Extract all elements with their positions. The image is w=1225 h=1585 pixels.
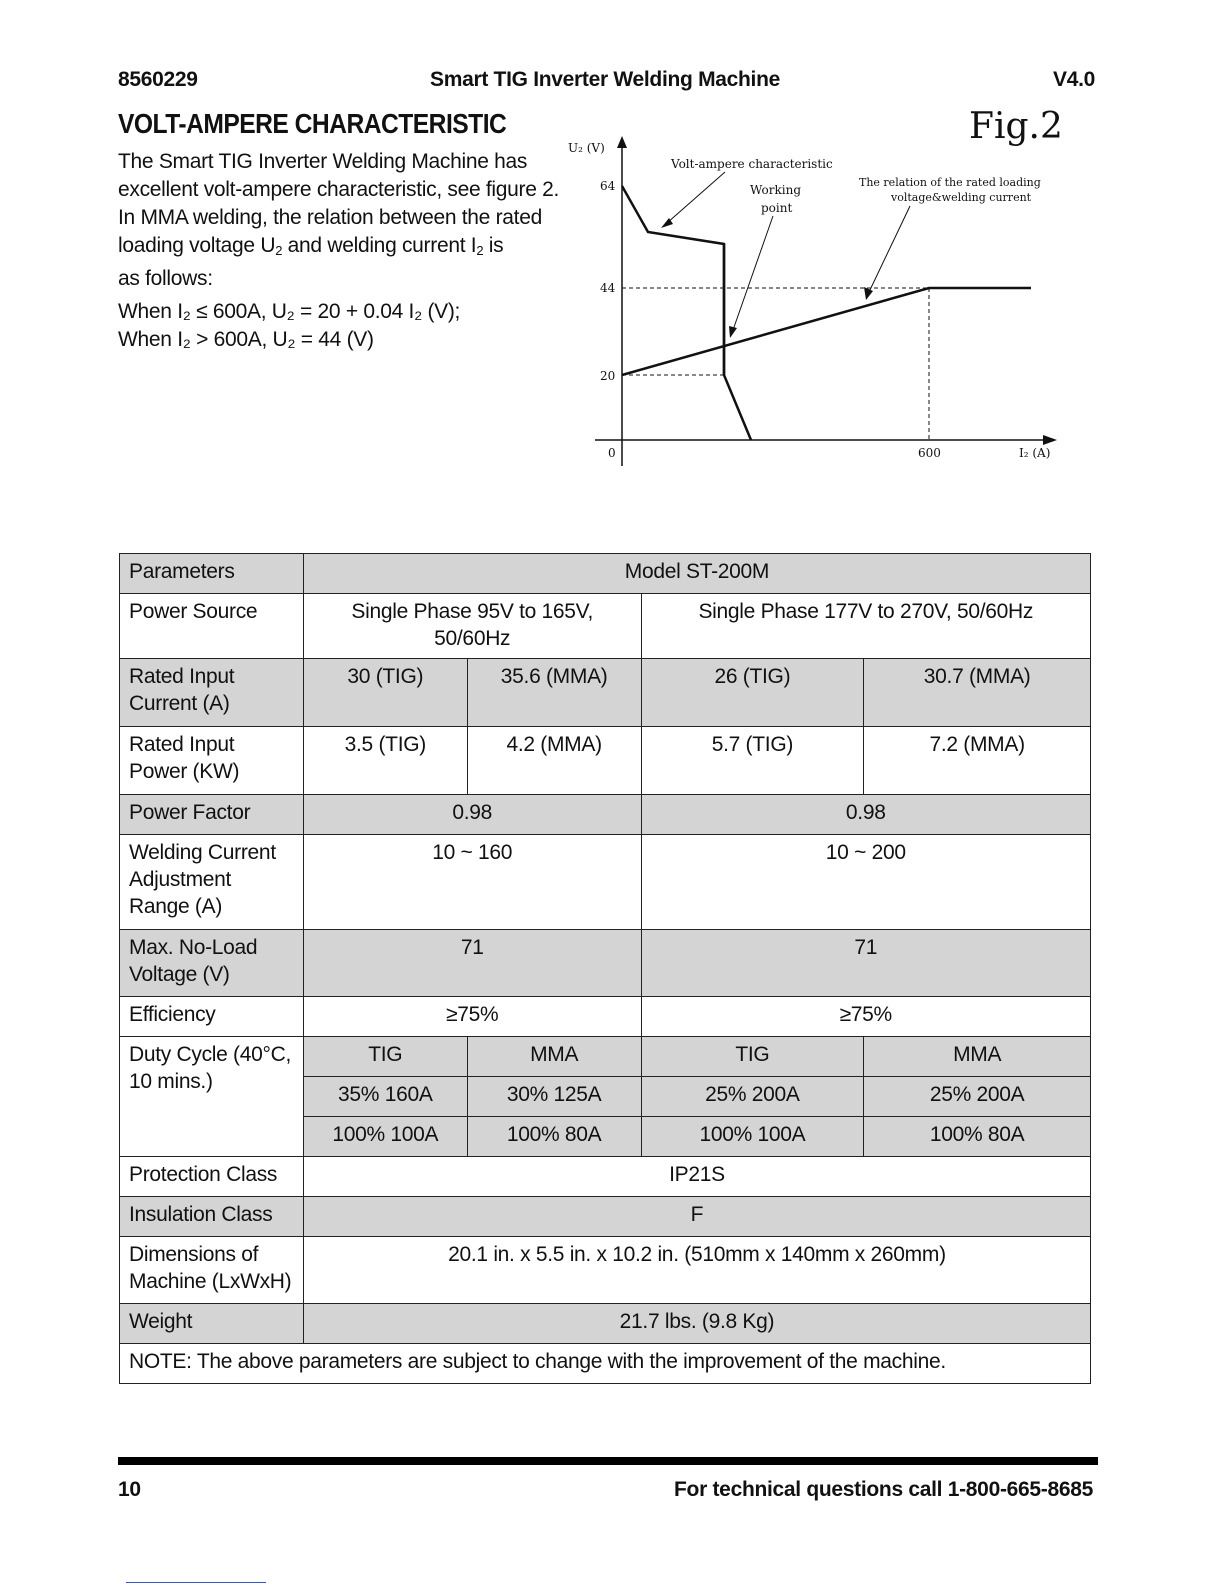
table-row: [120, 1237, 1091, 1304]
annotation-relation-arrowhead: [864, 287, 873, 300]
table-cell: ≥75%: [303, 997, 641, 1037]
formula-2: When I₂ > 600A, U₂ = 44 (V): [118, 328, 374, 351]
table-cell: 35% 160A: [303, 1077, 467, 1117]
table-row: [120, 594, 1091, 659]
x-axis-label: I₂ (A): [1019, 446, 1051, 460]
table-cell: 100% 80A: [864, 1117, 1091, 1157]
annotation-working-arrowhead: [729, 326, 737, 338]
table-cell: 100% 100A: [303, 1117, 467, 1157]
doc-number: 8560229: [118, 68, 198, 91]
table-cell: TIG: [641, 1037, 864, 1077]
row-label: Parameters: [120, 554, 304, 594]
table-row: [120, 1304, 1091, 1344]
table-row: [120, 1157, 1091, 1197]
row-label: Welding Current Adjustment Range (A): [120, 835, 304, 930]
table-cell: 0.98: [303, 795, 641, 835]
y-tick-64: 64: [600, 179, 616, 193]
table-row: [120, 997, 1091, 1037]
doc-version: V4.0: [1053, 68, 1095, 91]
row-label: Dimensions of Machine (LxWxH): [120, 1237, 304, 1304]
footer-rule: [118, 1457, 1098, 1465]
table-row: [120, 1197, 1091, 1237]
intro-paragraph: [118, 148, 598, 293]
table-cell: 7.2 (MMA): [864, 727, 1091, 795]
page-number: 10: [118, 1478, 141, 1501]
volt-ampere-curve: [622, 186, 751, 440]
y-tick-44: 44: [600, 281, 616, 295]
intro-line: excellent volt-ampere characteristic, see figure 2.: [118, 178, 560, 201]
table-cell: 100% 100A: [641, 1117, 864, 1157]
intro-line: as follows:: [118, 267, 213, 290]
table-cell: Single Phase 177V to 270V, 50/60Hz: [641, 594, 1090, 659]
y-axis-label: U₂ (V): [568, 141, 605, 155]
y-tick-20: 20: [600, 369, 616, 383]
table-cell: 30 (TIG): [303, 659, 467, 727]
intro-line: The Smart TIG Inverter Welding Machine has: [118, 150, 528, 173]
model-cell: Model ST-200M: [303, 554, 1090, 594]
row-label: Max. No-Load Voltage (V): [120, 930, 304, 997]
row-label: Rated Input Power (KW): [120, 727, 304, 795]
section-title: VOLT-AMPERE CHARACTERISTIC: [118, 108, 507, 139]
table-cell: 100% 80A: [467, 1117, 641, 1157]
table-row: [120, 930, 1091, 997]
annotation-working-2: point: [761, 201, 793, 215]
table-cell: TIG: [303, 1037, 467, 1077]
intro-line: In MMA welding, the relation between the rated: [118, 206, 542, 229]
row-label: Efficiency: [120, 997, 304, 1037]
formula-1: When I₂ ≤ 600A, U₂ = 20 + 0.04 I₂ (V);: [118, 300, 461, 323]
annotation-relation-1: The relation of the rated loading: [859, 176, 1041, 189]
row-label: Insulation Class: [120, 1197, 304, 1237]
table-cell: 0.98: [641, 795, 1090, 835]
annotation-relation-arrow: [869, 206, 910, 292]
table-row: [120, 659, 1091, 727]
rated-relation-line: [622, 288, 1031, 375]
row-label: Power Factor: [120, 795, 304, 835]
table-cell: MMA: [467, 1037, 641, 1077]
annotation-relation-2: voltage&welding current: [891, 191, 1032, 204]
table-cell: 20.1 in. x 5.5 in. x 10.2 in. (510mm x 140mm x 260mm): [303, 1237, 1090, 1304]
table-row: [120, 795, 1091, 835]
table-cell: F: [303, 1197, 1090, 1237]
table-cell: 30% 125A: [467, 1077, 641, 1117]
annotation-curve: Volt-ampere characteristic: [671, 157, 833, 171]
annotation-working-1: Working: [750, 183, 801, 197]
table-cell: 25% 200A: [641, 1077, 864, 1117]
table-cell: Single Phase 95V to 165V, 50/60Hz: [303, 594, 641, 659]
row-label: Rated Input Current (A): [120, 659, 304, 727]
table-row: [120, 727, 1091, 795]
table-cell: MMA: [864, 1037, 1091, 1077]
table-cell: IP21S: [303, 1157, 1090, 1197]
table-row: [120, 1037, 1091, 1077]
table-cell: 3.5 (TIG): [303, 727, 467, 795]
row-label: Power Source: [120, 594, 304, 659]
annotation-curve-arrow: [667, 172, 725, 223]
link-underline: [126, 1582, 266, 1583]
table-cell: 71: [641, 930, 1090, 997]
doc-title: Smart TIG Inverter Welding Machine: [430, 68, 780, 91]
footer-contact: For technical questions call 1-800-665-8685: [674, 1478, 1093, 1501]
row-label: Weight: [120, 1304, 304, 1344]
table-cell: 10 ~ 160: [303, 835, 641, 930]
y-axis-arrow: [617, 136, 627, 148]
spec-table: [119, 553, 1091, 1384]
row-label: Protection Class: [120, 1157, 304, 1197]
table-cell: 71: [303, 930, 641, 997]
table-cell: 35.6 (MMA): [467, 659, 641, 727]
table-row: [120, 835, 1091, 930]
row-label: Duty Cycle (40°C, 10 mins.): [120, 1037, 304, 1157]
x-tick-600: 600: [918, 446, 941, 460]
formula-block: [118, 298, 460, 354]
table-row: [120, 554, 1091, 594]
table-cell: 26 (TIG): [641, 659, 864, 727]
table-cell: 25% 200A: [864, 1077, 1091, 1117]
x-axis-arrow: [1043, 435, 1057, 445]
volt-ampere-chart: [568, 130, 1075, 470]
table-cell: 21.7 lbs. (9.8 Kg): [303, 1304, 1090, 1344]
figure-label: Fig.2: [969, 106, 1063, 147]
table-cell: 4.2 (MMA): [467, 727, 641, 795]
table-cell: 5.7 (TIG): [641, 727, 864, 795]
table-note: NOTE: The above parameters are subject to change with the improvement of the machine.: [120, 1344, 1091, 1384]
table-cell: ≥75%: [641, 997, 1090, 1037]
table-row: [120, 1344, 1091, 1384]
table-cell: 30.7 (MMA): [864, 659, 1091, 727]
table-cell: 10 ~ 200: [641, 835, 1090, 930]
annotation-working-arrow: [733, 216, 773, 330]
intro-line-text: loading voltage U: [118, 234, 276, 257]
intro-line: loading voltage $U_2$ and welding current $I_2$ is: [118, 234, 504, 258]
y-tick-0: 0: [608, 446, 616, 460]
